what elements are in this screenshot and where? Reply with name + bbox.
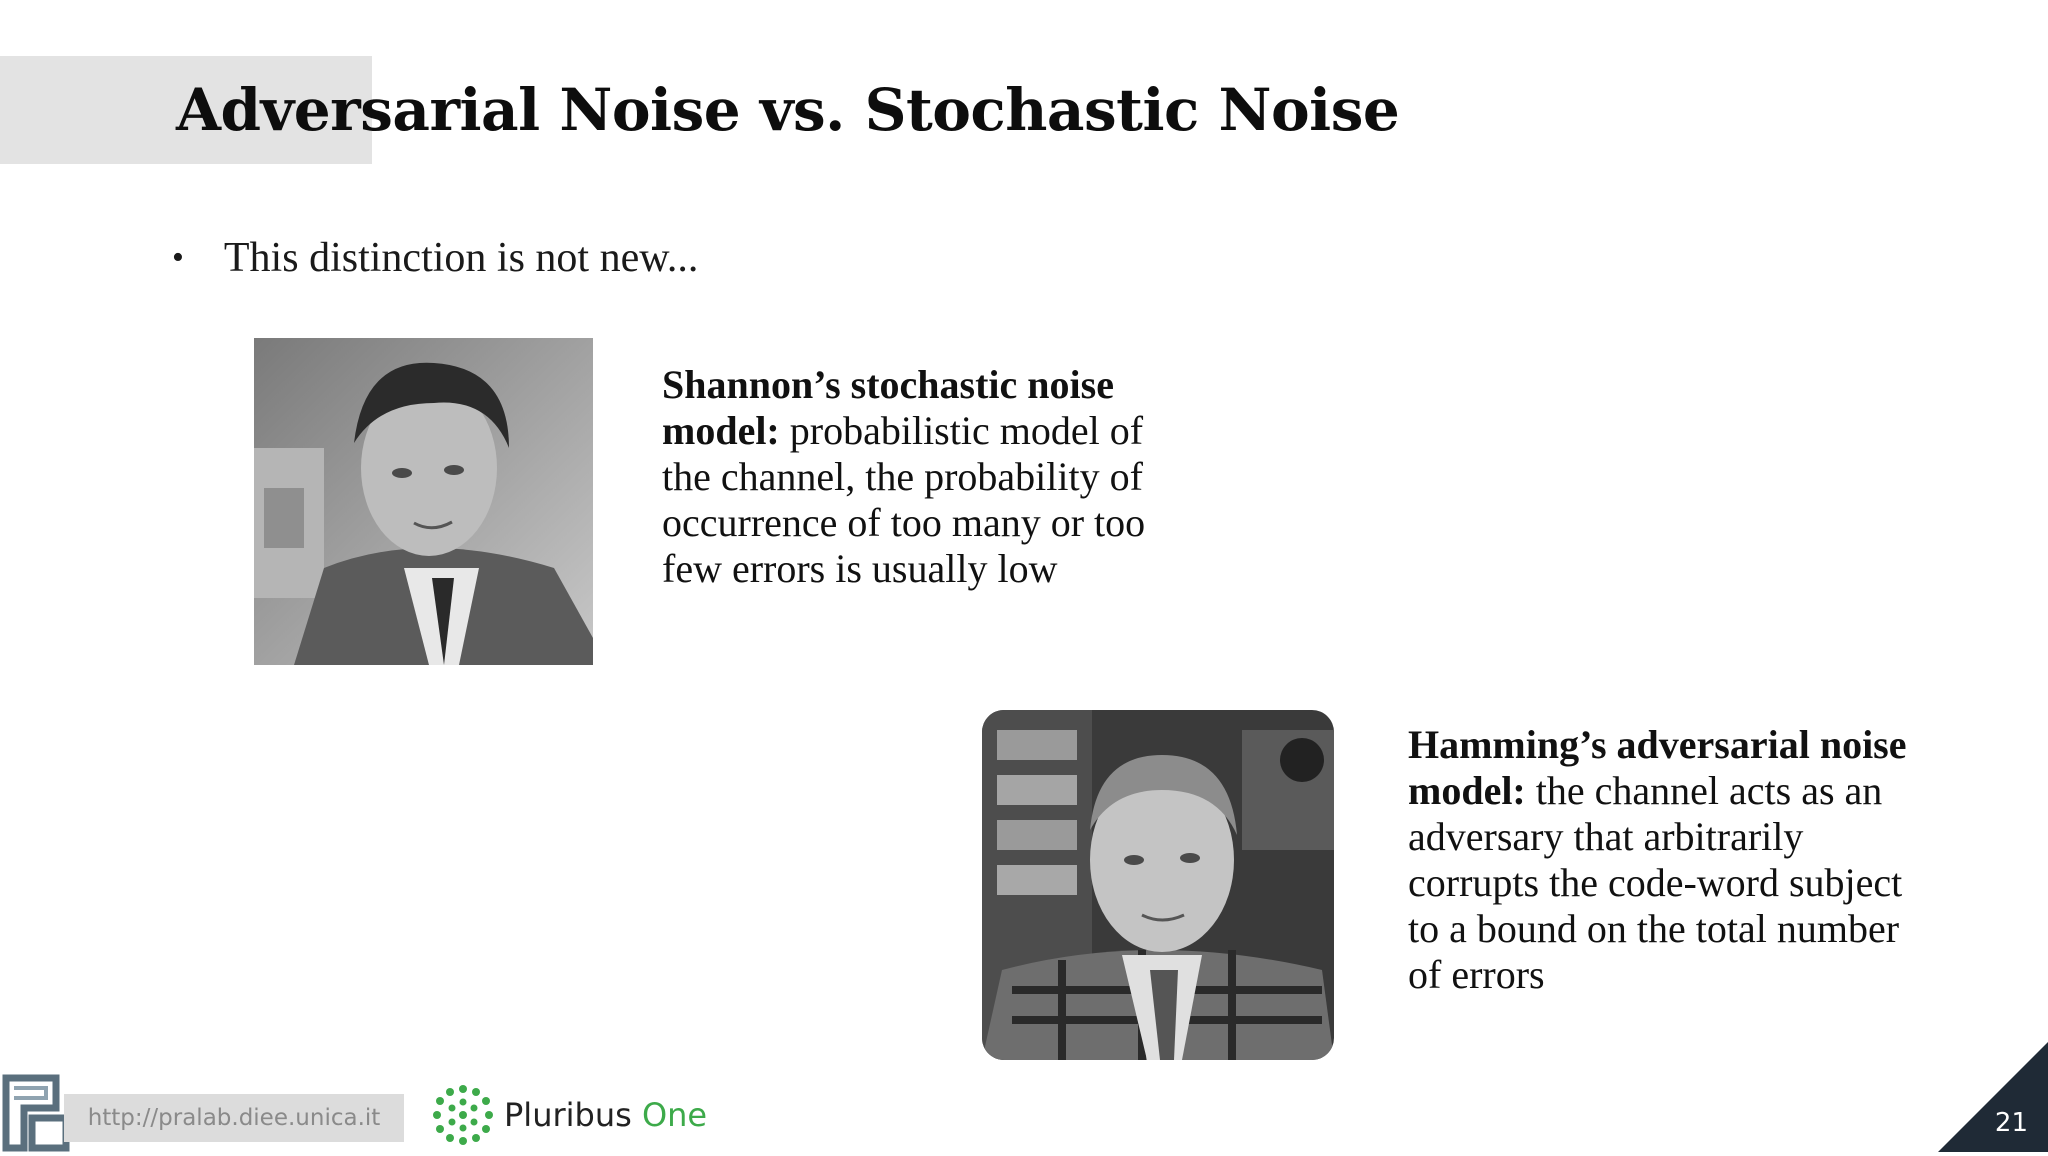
pralab-logo bbox=[0, 1068, 72, 1152]
portrait-photo-icon bbox=[254, 338, 593, 665]
hamming-portrait bbox=[982, 710, 1334, 1060]
bullet-text: This distinction is not new... bbox=[223, 235, 699, 281]
footer-url[interactable]: http://pralab.diee.unica.it bbox=[64, 1094, 404, 1142]
hamming-description bbox=[1408, 722, 1908, 998]
slide-title: Adversarial Noise vs. Stochastic Noise bbox=[176, 76, 1400, 144]
shannon-description bbox=[662, 362, 1162, 592]
corner-accent bbox=[1938, 1042, 2048, 1152]
hamming-heading: Hamming’s adversarial noise model: bbox=[1408, 722, 1907, 813]
portrait-photo-icon bbox=[982, 710, 1334, 1060]
shannon-heading: Shannon’s stochastic noise model: bbox=[662, 362, 1114, 453]
shannon-portrait bbox=[254, 338, 593, 665]
pluribus-one-logo bbox=[432, 1084, 707, 1146]
page-number: 21 bbox=[1994, 1108, 2028, 1138]
bullet-item bbox=[172, 234, 698, 282]
pluribus-mark-icon bbox=[432, 1084, 494, 1146]
shannon-body: probabilistic model of the channel, the probability of occurrence of too many or too few errors is usually low bbox=[662, 408, 1146, 591]
brand-accent: One bbox=[641, 1096, 708, 1134]
brand-name: Pluribus bbox=[504, 1096, 632, 1134]
bullet-marker: • bbox=[172, 239, 184, 276]
hamming-body: the channel acts as an adversary that arbitrarily corrupts the code-word subject to a bound on the total number of errors bbox=[1408, 768, 1903, 997]
